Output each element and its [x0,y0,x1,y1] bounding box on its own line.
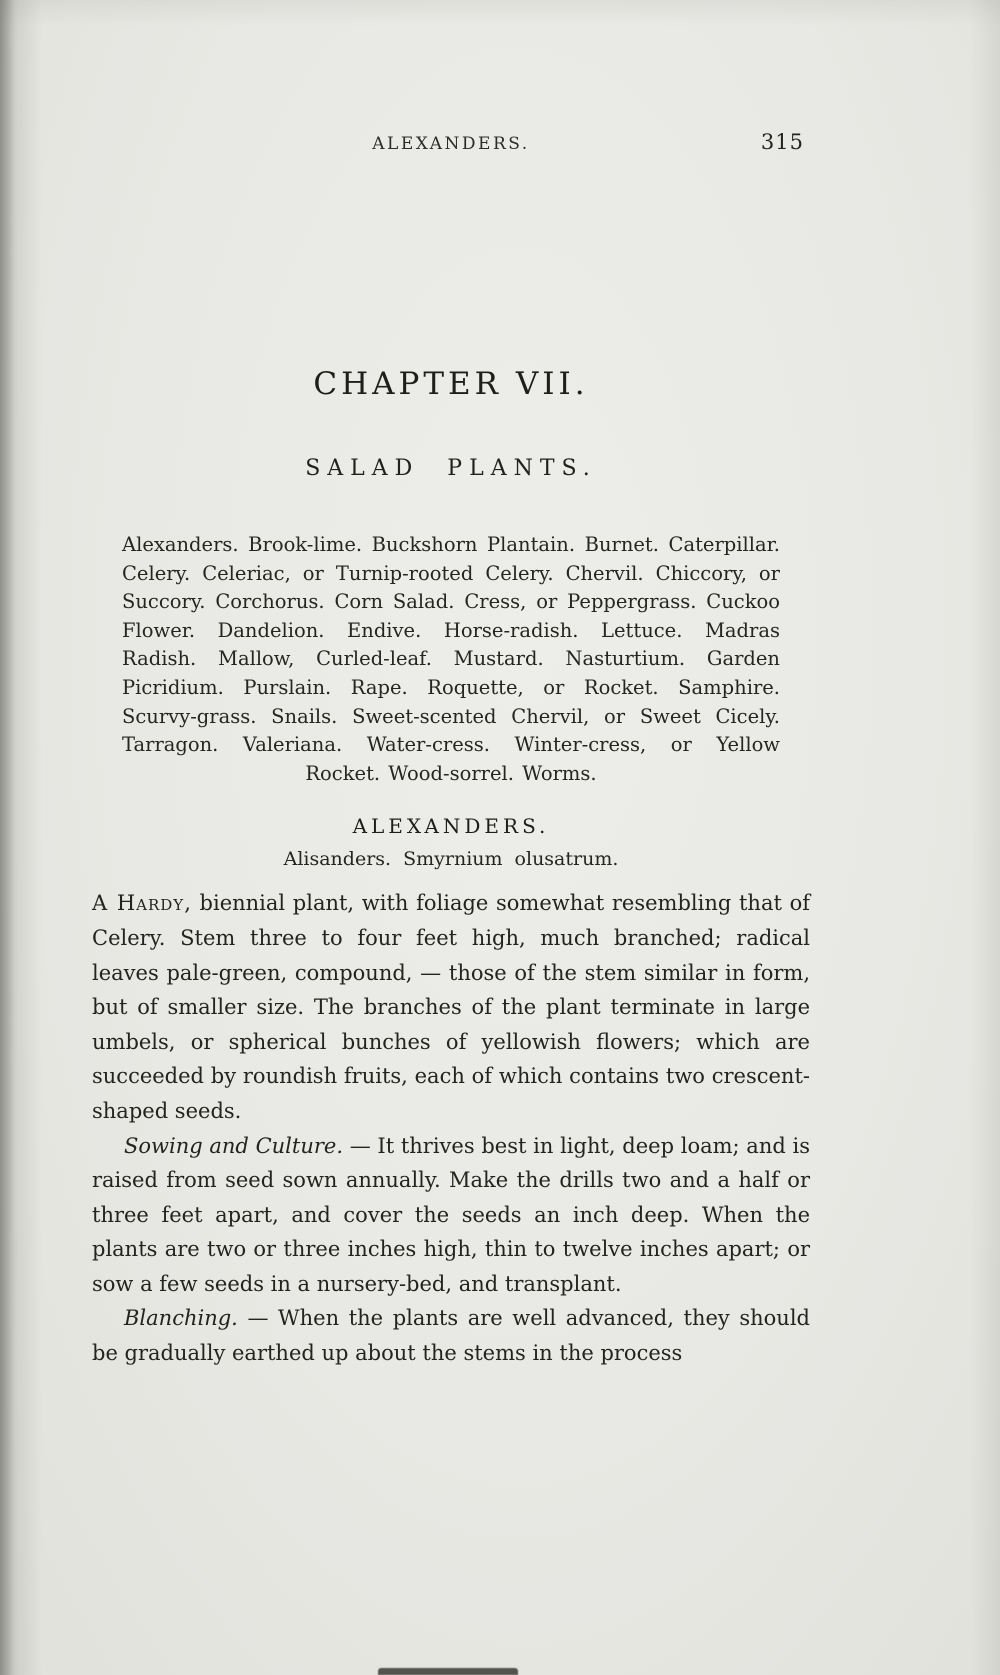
paragraph [92,886,810,1128]
running-title: ALEXANDERS. [372,134,530,154]
paragraph-text: — It thrives best in light, deep loam; and is raised from seed sown annually. Make the drills two and a half or three feet apart, and cover the seeds an inch deep. When the plants are two or three inches high, thin to twelve inches apart; or sow a few seeds in a nursery-bed, and transplant. [92,1133,810,1296]
paragraph [92,1129,810,1302]
section-subheading: Alisanders. Smyrnium olusatrum. [283,848,619,871]
paragraph [92,1301,810,1370]
plant-index: Alexanders. Brook-lime. Buckshorn Plantain. Burnet. Caterpillar. Celery. Celeriac, or Turnip-rooted Celery. Chervil. Chiccory, or Succory. Corchorus. Corn Salad. Cress, or Peppergrass. Cuckoo Flower. Dandelion. Endive. Horse-radish. Lettuce. Madras Radish. Mallow, Curled-leaf. Mustard. Nasturtium. Garden Picridium. Purslain. Rape. Roquette, or Rocket. Samphire. Scurvy-grass. Snails. Sweet-scented Chervil, or Sweet Cicely. Tarragon. Valeriana. Water-cress. Winter-cress, or Yellow Rocket. Wood-sorrel. Worms. [122,533,780,785]
paragraph-lead: A Hardy, [92,891,192,916]
paragraph-text: — When the plants are well advanced, they should be gradually earthed up about the stems in the process [92,1306,810,1366]
chapter-subtitle: SALAD PLANTS. [305,456,597,481]
section-heading: ALEXANDERS. [352,814,550,839]
binding-shadow [0,0,14,1675]
paragraph-lead: Sowing and Culture. [124,1133,343,1158]
running-header [92,0,810,160]
chapter-title: CHAPTER VII. [313,366,589,402]
text-column [92,0,810,1675]
page-number: 315 [760,130,804,154]
paragraph-lead: Blanching. [124,1306,238,1331]
scan-artifact [378,1668,518,1675]
paragraph-text: biennial plant, with foliage somewhat resembling that of Celery. Stem three to four feet high, much branched; radical leaves pale-green, compound, — those of the stem similar in form, but of smaller size. The branches of the plant terminate in large umbels, or spherical bunches of yellowish flowers; which are succeeded by roundish fruits, each of which contains two crescent-shaped seeds. [92,891,810,1123]
